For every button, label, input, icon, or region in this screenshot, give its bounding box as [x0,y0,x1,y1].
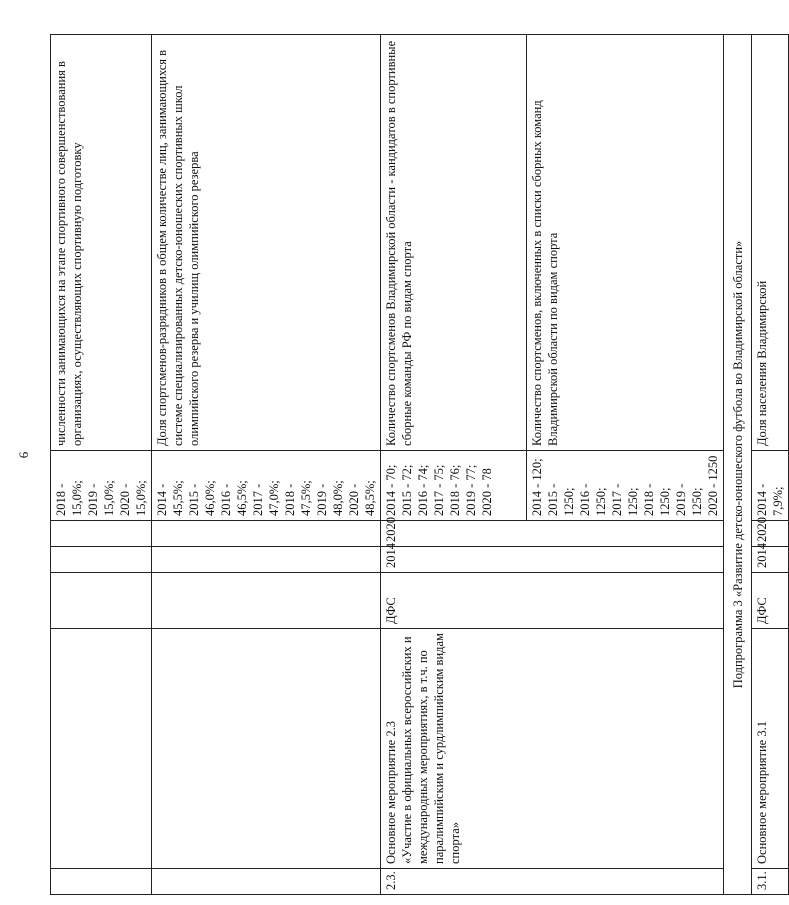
cell-num [51,869,152,895]
cell-values: 2018 - 15,0%; 2019 - 15,0%; 2020 - 15,0%; [51,451,152,521]
cell-executor: ДФС [752,573,789,629]
subprogram-title: Подпрограмма 3 «Развитие детско-юношеского футбола во Владимирской области» [724,35,752,895]
cell-start [152,547,381,573]
cell-indicator: Количество спортсменов Владимирской области - кандидатов в спортивные сборные команды РФ по видам спорта [381,35,527,451]
cell-event [51,629,152,869]
cell-executor: ДФС [381,573,724,629]
program-table [50,34,789,895]
cell-values: 2014 - 70; 2015 - 72; 2016 - 74; 2017 - 75; 2018 - 76; 2019 - 77; 2020 - 78 [381,451,527,521]
cell-indicator: Доля спортсменов-разрядников в общем количестве лиц, занимающихся в системе специализированных детско-юношеских спортивных школ олимпийского резерва и училищ олимпийского резерва [152,35,381,451]
cell-indicator: численности занимающихся на этапе спортивного совершенствования в организациях, осуществляющих спортивную подготовку [51,35,152,451]
cell-num: 3.1. [752,869,789,895]
cell-values: 2014 - 45,5%; 2015 - 46,0%; 2016 - 46,5%; 2017 - 47,0%; 2018 - 47,5%; 2019 - 48,0%; 2020 - 48,5%; [152,451,381,521]
cell-executor [152,573,381,629]
cell-end [152,521,381,547]
cell-start: 2014 [752,547,789,573]
table-row [724,35,752,895]
cell-event [152,629,381,869]
cell-values: 2014 - 7,9%; [752,451,789,521]
cell-indicator: Доля населения Владимирской [752,35,789,451]
page-number: 6 [16,451,31,459]
cell-executor [51,573,152,629]
table-row [51,35,152,895]
table-row [381,35,527,895]
cell-start: 2014 [381,547,724,573]
rotated-table-page [50,35,785,895]
cell-indicator: Количество спортсменов, включенных в списки сборных команд Владимирской области по видам спорта [527,35,724,451]
table-row [152,35,381,895]
cell-start [51,547,152,573]
cell-end [51,521,152,547]
table-row [752,35,789,895]
cell-values: 2014 - 120; 2015 - 1250; 2016 - 1250; 2017 - 1250; 2018 - 1250; 2019 - 1250; 2020 - 1250 [527,451,724,521]
cell-event: Основное мероприятие 3.1 [752,629,789,869]
cell-num: 2.3. [381,869,724,895]
cell-end: 2020 [752,521,789,547]
cell-event: Основное мероприятие 2.3 «Участие в официальных всероссийских и международных мероприятиях, в т.ч. по паралимпийским и сурдлимпийским видам спорта» [381,629,724,869]
cell-num [152,869,381,895]
cell-end: 2020 [381,521,724,547]
